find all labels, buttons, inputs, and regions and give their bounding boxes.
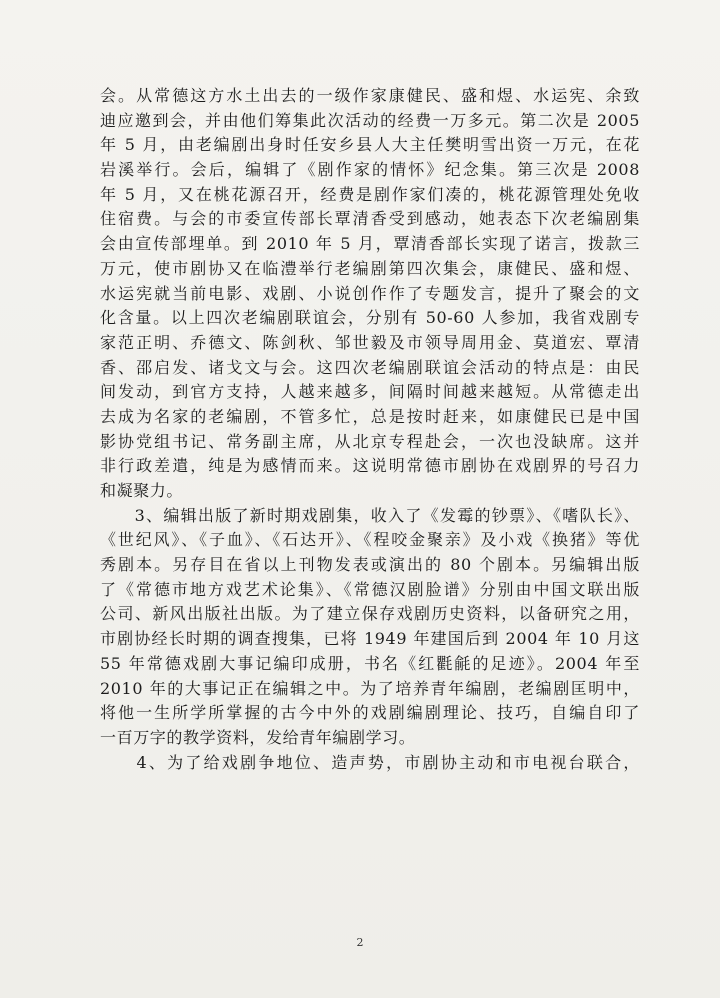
text-line: 迪应邀到会，并由他们筹集此次活动的经费一万多元。第二次是 2005 [100,110,640,130]
text-line: 《世纪风》、《子血》、《石达开》、《程咬金聚亲》及小戏《换猪》等优 [100,530,640,550]
text-line: 年 5 月，又在桃花源召开，经费是剧作家们凑的，桃花源管理处免收 [100,184,640,204]
text-line: 3、编辑出版了新时期戏剧集，收入了《发霉的钞票》、《嗜队长》、 [100,505,640,525]
text-line: 55 年常德戏剧大事记编印成册，书名《红氍毹的足迹》。2004 年至 [100,653,640,673]
text-line: 去成为名家的老编剧，不管多忙，总是按时赶来，如康健民已是中国 [100,406,640,426]
text-line: 会由宣传部埋单。到 2010 年 5 月，覃清香部长实现了诺言，拨款三 [100,234,640,254]
text-line: 万元，使市剧协又在临澧举行老编剧第四次集会，康健民、盛和煜、 [100,258,640,278]
text-line: 一百万字的教学资料，发给青年编剧学习。 [100,727,416,747]
text-line: 公司、新风出版社出版。为了建立保存戏剧历史资料，以备研究之用， [100,604,640,624]
text-line: 香、邵启发、诸戈文与会。这四次老编剧联谊会活动的特点是：由民 [100,357,640,377]
text-line: 将他一生所学所掌握的古今中外的戏剧编剧理论、技巧，自编自印了 [100,703,640,723]
text-line: 家范正明、乔德文、陈剑秋、邹世毅及市领导周用金、莫道宏、覃清 [100,332,640,352]
text-line: 住宿费。与会的市委宣传部长覃清香受到感动，她表态下次老编剧集 [100,209,640,229]
text-line: 非行政差遣，纯是为感情而来。这说明常德市剧协在戏剧界的号召力 [100,456,640,476]
text-line: 水运宪就当前电影、戏剧、小说创作作了专题发言，提升了聚会的文 [100,283,640,303]
text-line: 岩溪举行。会后，编辑了《剧作家的情怀》纪念集。第三次是 2008 [100,160,640,180]
body-text [100,84,640,775]
text-line: 间发动，到官方支持，人越来越多，间隔时间越来越短。从常德走出 [100,382,640,402]
page-number: 2 [356,936,364,949]
text-line: 化含量。以上四次老编剧联谊会，分别有 50-60 人参加，我省戏剧专 [100,308,640,328]
text-line: 了《常德市地方戏艺术论集》、《常德汉剧脸谱》分别由中国文联出版 [100,579,640,599]
text-line: 和凝聚力。 [100,481,184,500]
text-line: 影协党组书记、常务副主席，从北京专程赴会，一次也没缺席。这并 [100,431,640,451]
text-line: 年 5 月，由老编剧出身时任安乡县人大主任樊明雪出资一万元，在花 [100,135,640,155]
text-line: 秀剧本。另存目在省以上刊物发表或演出的 80 个剧本。另编辑出版 [100,555,640,575]
text-line: 市剧协经长时期的调查搜集，已将 1949 年建国后到 2004 年 10 月这 [100,629,640,649]
text-line: 4、为了给戏剧争地位、造声势，市剧协主动和市电视台联合， [100,752,640,772]
text-line: 会。从常德这方水土出去的一级作家康健民、盛和煜、水运宪、余致 [100,86,640,105]
text-line: 2010 年的大事记正在编辑之中。为了培养青年编剧，老编剧匡明中， [100,678,640,698]
